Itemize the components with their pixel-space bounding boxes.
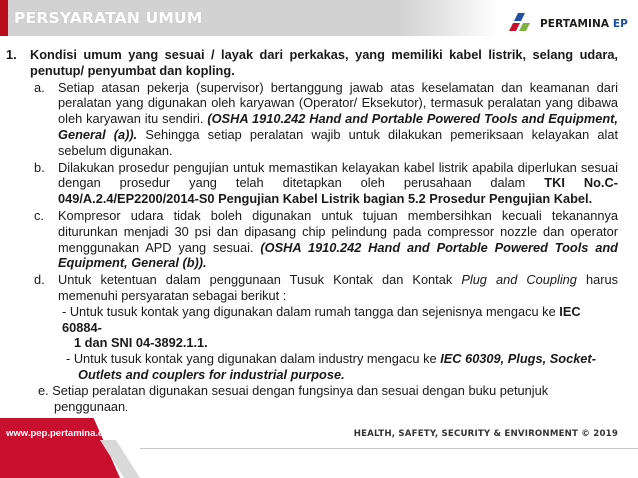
logo-text: [540, 18, 628, 30]
footer-url: www.pep.pertamina.com: [6, 428, 118, 439]
sub-item-c-ref: (OSHA 1910.242 Hand and Portable Powered Tools and Equipment, General (b)).: [58, 239, 618, 271]
sub-item-c: [34, 208, 618, 271]
content: [6, 47, 618, 416]
sub-item-a-body: [58, 80, 618, 159]
dash-item-1: [62, 304, 618, 351]
sub-item-b-body: [58, 160, 618, 207]
sub-item-b-letter: b.: [34, 159, 45, 175]
logo-name: PERTAMINA: [540, 18, 610, 30]
header-accent: [0, 0, 8, 36]
dash-item-2-ref-cont: Outlets and couplers for industrial purpose.: [78, 366, 345, 382]
sub-item-b: [34, 160, 618, 207]
sub-item-d-text-before: Untuk ketentuan dalam penggunaan Tusuk Kontak dan Kontak: [58, 272, 453, 288]
header-fade: [400, 0, 500, 36]
sub-item-a: [34, 80, 618, 159]
sub-item-d-body: [58, 272, 618, 304]
sub-item-c-body: [58, 208, 618, 271]
dash-item-2-ref: IEC 60309, Plugs, Socket-: [440, 351, 596, 367]
dash-item-2-text: - Untuk tusuk kontak yang digunakan dalam industry mengacu ke: [66, 351, 437, 367]
footer-divider: [140, 448, 638, 449]
sub-item-a-ref: (OSHA 1910.242 Hand and Portable Powered Tools and Equipment, General (a)).: [58, 111, 618, 142]
sub-item-d-text-after: harus memenuhi persyaratan sebagai berikut :: [58, 272, 618, 303]
dash-item-2: [66, 351, 618, 383]
sub-item-e-line1: e. Setiap peralatan digunakan sesuai dengan fungsinya dan sesuai dengan buku petunjuk: [38, 382, 549, 398]
page-title: PERSYARATAN UMUM: [14, 9, 203, 27]
footer-red-slash: [0, 418, 120, 478]
item-1-text: Kondisi umum yang sesuai / layak dari perkakas, yang memiliki kabel listrik, selang udara, penutup/ penyumbat dan kopling.: [30, 47, 618, 78]
sub-item-d: [34, 272, 618, 304]
sub-item-a-tail: Sehingga setiap peralatan wajib untuk dilakukan pemeriksaan kelayakan alat sebelum digunakan.: [58, 126, 619, 158]
sub-item-b-ref: TKI No.C-049/A.2.4/EP2200/2014-S0 Pengujian Kabel Listrik bagian 5.2 Prosedur Pengujian Kabel.: [58, 175, 618, 207]
sub-item-b-text: Dilakukan prosedur pengujian untuk memastikan kelayakan kabel listrik apabila diperlukan sesuai dengan prosedur yang telah ditetapkan oleh perusahaan dalam: [58, 159, 618, 191]
pertamina-logo: [508, 12, 628, 36]
item-1: [6, 47, 618, 79]
logo-suffix: EP: [612, 18, 628, 30]
footer-hse: HEALTH, SAFETY, SECURITY & ENVIRONMENT © 2019: [353, 429, 618, 439]
sub-item-e-line2-wrap: [38, 399, 618, 417]
sub-item-e-period: .: [125, 402, 128, 414]
dash-item-1-ref-cont: 1 dan SNI 04-3892.1.1.: [74, 335, 208, 351]
sub-item-e: [38, 383, 618, 417]
sub-item-c-letter: c.: [34, 207, 44, 223]
sub-item-a-letter: a.: [34, 79, 45, 95]
item-1-number: 1.: [6, 47, 17, 62]
dash-item-1-text: - Untuk tusuk kontak yang digunakan dalam rumah tangga dan sejenisnya mengacu ke: [62, 303, 556, 319]
sub-item-e-line2: penggunaan: [54, 398, 126, 414]
sub-item-c-text: Kompresor udara tidak boleh digunakan untuk tujuan membersihkan kecuali tekanannya diturunkan menjadi 30 psi dan dipasang chip pelindung pada compressor nozzle dan operator menggunakan APD yang sesuai.: [58, 207, 618, 255]
sub-item-a-text: Setiap atasan pekerja (supervisor) bertanggung jawab atas keselamatan dan keamanan dari peralatan yang digunakan oleh karyawan (Operator/ Eksekutor), termasuk peralatan yang dibawa oleh karyawan itu sendiri.: [58, 79, 618, 127]
dash-item-1-ref: IEC 60884-: [62, 303, 581, 335]
sub-item-d-letter: d.: [34, 272, 45, 288]
pertamina-logo-icon: [508, 13, 536, 35]
sub-item-d-italic: Plug and Coupling: [461, 272, 577, 288]
